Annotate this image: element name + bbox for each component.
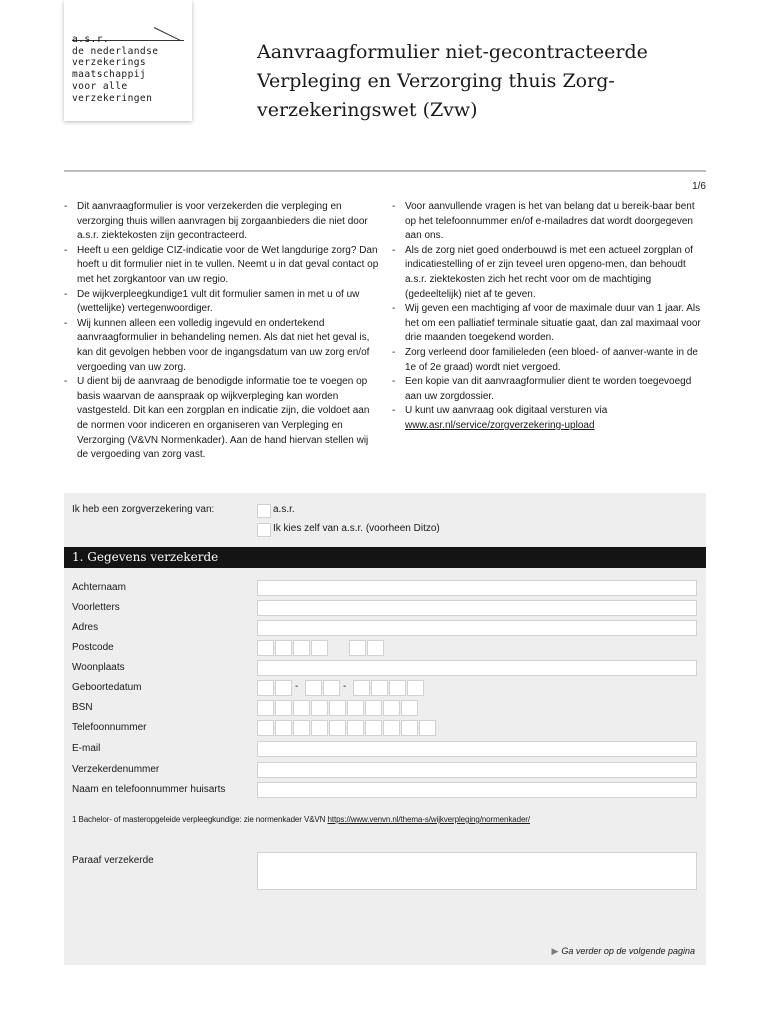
intro-list-right (392, 200, 704, 434)
label-huisarts: Naam en telefoonnummer huisarts (72, 784, 226, 795)
insurer-label: Ik heb een zorgverzekering van: (72, 504, 215, 515)
bsn-cell[interactable] (311, 700, 328, 716)
label-verzekerdenummer: Verzekerdenummer (72, 764, 160, 775)
footnote-text: 1 Bachelor- of masteropgeleide verpleegkundige: zie normenkader V&VN (72, 815, 326, 824)
phone-cell[interactable] (365, 720, 382, 736)
postcode-digit-cell[interactable] (311, 640, 328, 656)
phone-cell[interactable] (401, 720, 418, 736)
input-email[interactable] (257, 741, 697, 757)
input-verzekerdenummer[interactable] (257, 762, 697, 778)
input-voorletters[interactable] (257, 600, 697, 616)
birthdate-year-cell[interactable] (389, 680, 406, 696)
birthdate-year-cell[interactable] (371, 680, 388, 696)
intro-item: - De wijkverpleegkundige1 vult dit formulier samen in met u of uw (wettelijke) vertegenwoordiger. (64, 288, 382, 317)
phone-cell[interactable] (383, 720, 400, 736)
bsn-cell[interactable] (293, 700, 310, 716)
birthdate-day-cell[interactable] (275, 680, 292, 696)
checkbox-asr-label: a.s.r. (273, 504, 295, 515)
label-voorletters: Voorletters (72, 602, 120, 613)
bsn-cell[interactable] (365, 700, 382, 716)
document-title: Aanvraagformulier niet-gecontracteerde Verpleging en Verzorging thuis Zorg-verzekeringswet (Zvw) (257, 41, 648, 121)
intro-item: - Dit aanvraagformulier is voor verzekerden die verpleging en verzorging thuis willen aanvragen bij zorgaanbieders die niet door a.s.r. ziektekosten zijn gecontracteerd. (64, 200, 382, 244)
checkbox-asr[interactable] (257, 504, 271, 518)
label-woonplaats: Woonplaats (72, 662, 125, 673)
postcode-digit-cell[interactable] (257, 640, 274, 656)
input-achternaam[interactable] (257, 580, 697, 596)
header-divider (64, 170, 706, 172)
phone-cell[interactable] (257, 720, 274, 736)
bsn-cell[interactable] (347, 700, 364, 716)
logo-text: a.s.r. de nederlandse verzekerings maatschappij voor alle verzekeringen (72, 34, 159, 104)
digital-text: U kunt uw aanvraag ook digitaal versturen via (405, 405, 608, 417)
bsn-cell[interactable] (383, 700, 400, 716)
label-adres: Adres (72, 622, 99, 633)
phone-cell[interactable] (347, 720, 364, 736)
phone-cell[interactable] (419, 720, 436, 736)
label-telefoonnummer: Telefoonnummer (72, 722, 147, 733)
input-paraaf[interactable] (257, 852, 697, 890)
intro-item: - Wij geven een machtiging af voor de maximale duur van 1 jaar. Als het om een palliatief terminale situatie gaat, dan zal maximaal voor drie maanden toegekend worden. (392, 302, 704, 346)
play-triangle-icon: ▶ (551, 946, 559, 956)
checkbox-ditzo[interactable] (257, 523, 271, 537)
birthdate-year-cell[interactable] (407, 680, 424, 696)
bsn-cell[interactable] (257, 700, 274, 716)
form-panel (64, 493, 706, 965)
birthdate-month-cell[interactable] (323, 680, 340, 696)
label-achternaam: Achternaam (72, 582, 126, 593)
intro-item: - Heeft u een geldige CIZ-indicatie voor de Wet langdurige zorg? Dan hoeft u dit formulier niet in te vullen. Neemt u in dat geval contact op met het zorgkantoor van uw regio. (64, 244, 382, 288)
date-separator: - (295, 681, 299, 692)
intro-item: - U dient bij de aanvraag de benodigde informatie toe te voegen op basis waarvan de aanspraak op wijkverpleging kan worden vastgesteld. Dit kan een zorgplan en indicatie zijn, die voldoet aan de normen voor indiceren en organiseren van Verpleging en Verzorging (V&VN Normenkader). Aan de hand hiervan stellen wij de vergoeding van zorg vast. (64, 375, 382, 463)
intro-item: - Voor aanvullende vragen is het van belang dat u bereik-baar bent op het telefoonnummer en/of e-mailadres dat wordt doorgegeven aan ons. (392, 200, 704, 244)
next-page-text: Ga verder op de volgende pagina (561, 946, 695, 956)
phone-cell[interactable] (329, 720, 346, 736)
input-woonplaats[interactable] (257, 660, 697, 676)
input-huisarts[interactable] (257, 782, 697, 798)
bsn-cell[interactable] (329, 700, 346, 716)
intro-item-digital (392, 404, 704, 433)
input-adres[interactable] (257, 620, 697, 636)
postcode-digit-cell[interactable] (275, 640, 292, 656)
postcode-digit-cell[interactable] (293, 640, 310, 656)
birthdate-year-cell[interactable] (353, 680, 370, 696)
section-header-gegevens: 1. Gegevens verzekerde (64, 547, 706, 568)
label-email: E-mail (72, 743, 101, 754)
intro-item: - Als de zorg niet goed onderbouwd is met een actueel zorgplan of indicatiestelling of er zijn teveel uren opgeno-men, dan behoudt a.s.r. ziektekosten zich het recht voor om de machtiging (gedeeltelijk) niet af te geven. (392, 244, 704, 302)
upload-link[interactable]: www.asr.nl/service/zorgverzekering-upload (405, 419, 595, 431)
next-page-note (551, 946, 695, 957)
phone-cell[interactable] (311, 720, 328, 736)
intro-item: - Wij kunnen alleen een volledig ingevuld en ondertekend aanvraagformulier in behandeling nemen. Als dat niet het geval is, kan dit gevolgen hebben voor de ingangsdatum van uw zorg en/of vergoeding van uw zorg. (64, 317, 382, 375)
intro-list-left (64, 200, 382, 463)
bsn-cell[interactable] (401, 700, 418, 716)
label-geboortedatum: Geboortedatum (72, 682, 142, 693)
page-number: 1/6 (692, 181, 706, 192)
postcode-letter-cell[interactable] (349, 640, 366, 656)
normenkader-link[interactable]: https://www.venvn.nl/thema-s/wijkverpleging/normenkader/ (327, 815, 530, 824)
label-paraaf: Paraaf verzekerde (72, 855, 154, 866)
label-postcode: Postcode (72, 642, 114, 653)
birthdate-month-cell[interactable] (305, 680, 322, 696)
label-bsn: BSN (72, 702, 93, 713)
phone-cell[interactable] (293, 720, 310, 736)
intro-item: - Een kopie van dit aanvraagformulier dient te worden toegevoegd aan uw zorgdossier. (392, 375, 704, 404)
checkbox-ditzo-label: Ik kies zelf van a.s.r. (voorheen Ditzo) (273, 523, 440, 534)
postcode-letter-cell[interactable] (367, 640, 384, 656)
date-separator: - (343, 681, 347, 692)
asr-logo (64, 0, 192, 121)
footnote (72, 815, 530, 824)
intro-item: - Zorg verleend door familieleden (een bloed- of aanver-wante in de 1e of 2e graad) wordt niet vergoed. (392, 346, 704, 375)
birthdate-day-cell[interactable] (257, 680, 274, 696)
phone-cell[interactable] (275, 720, 292, 736)
bsn-cell[interactable] (275, 700, 292, 716)
